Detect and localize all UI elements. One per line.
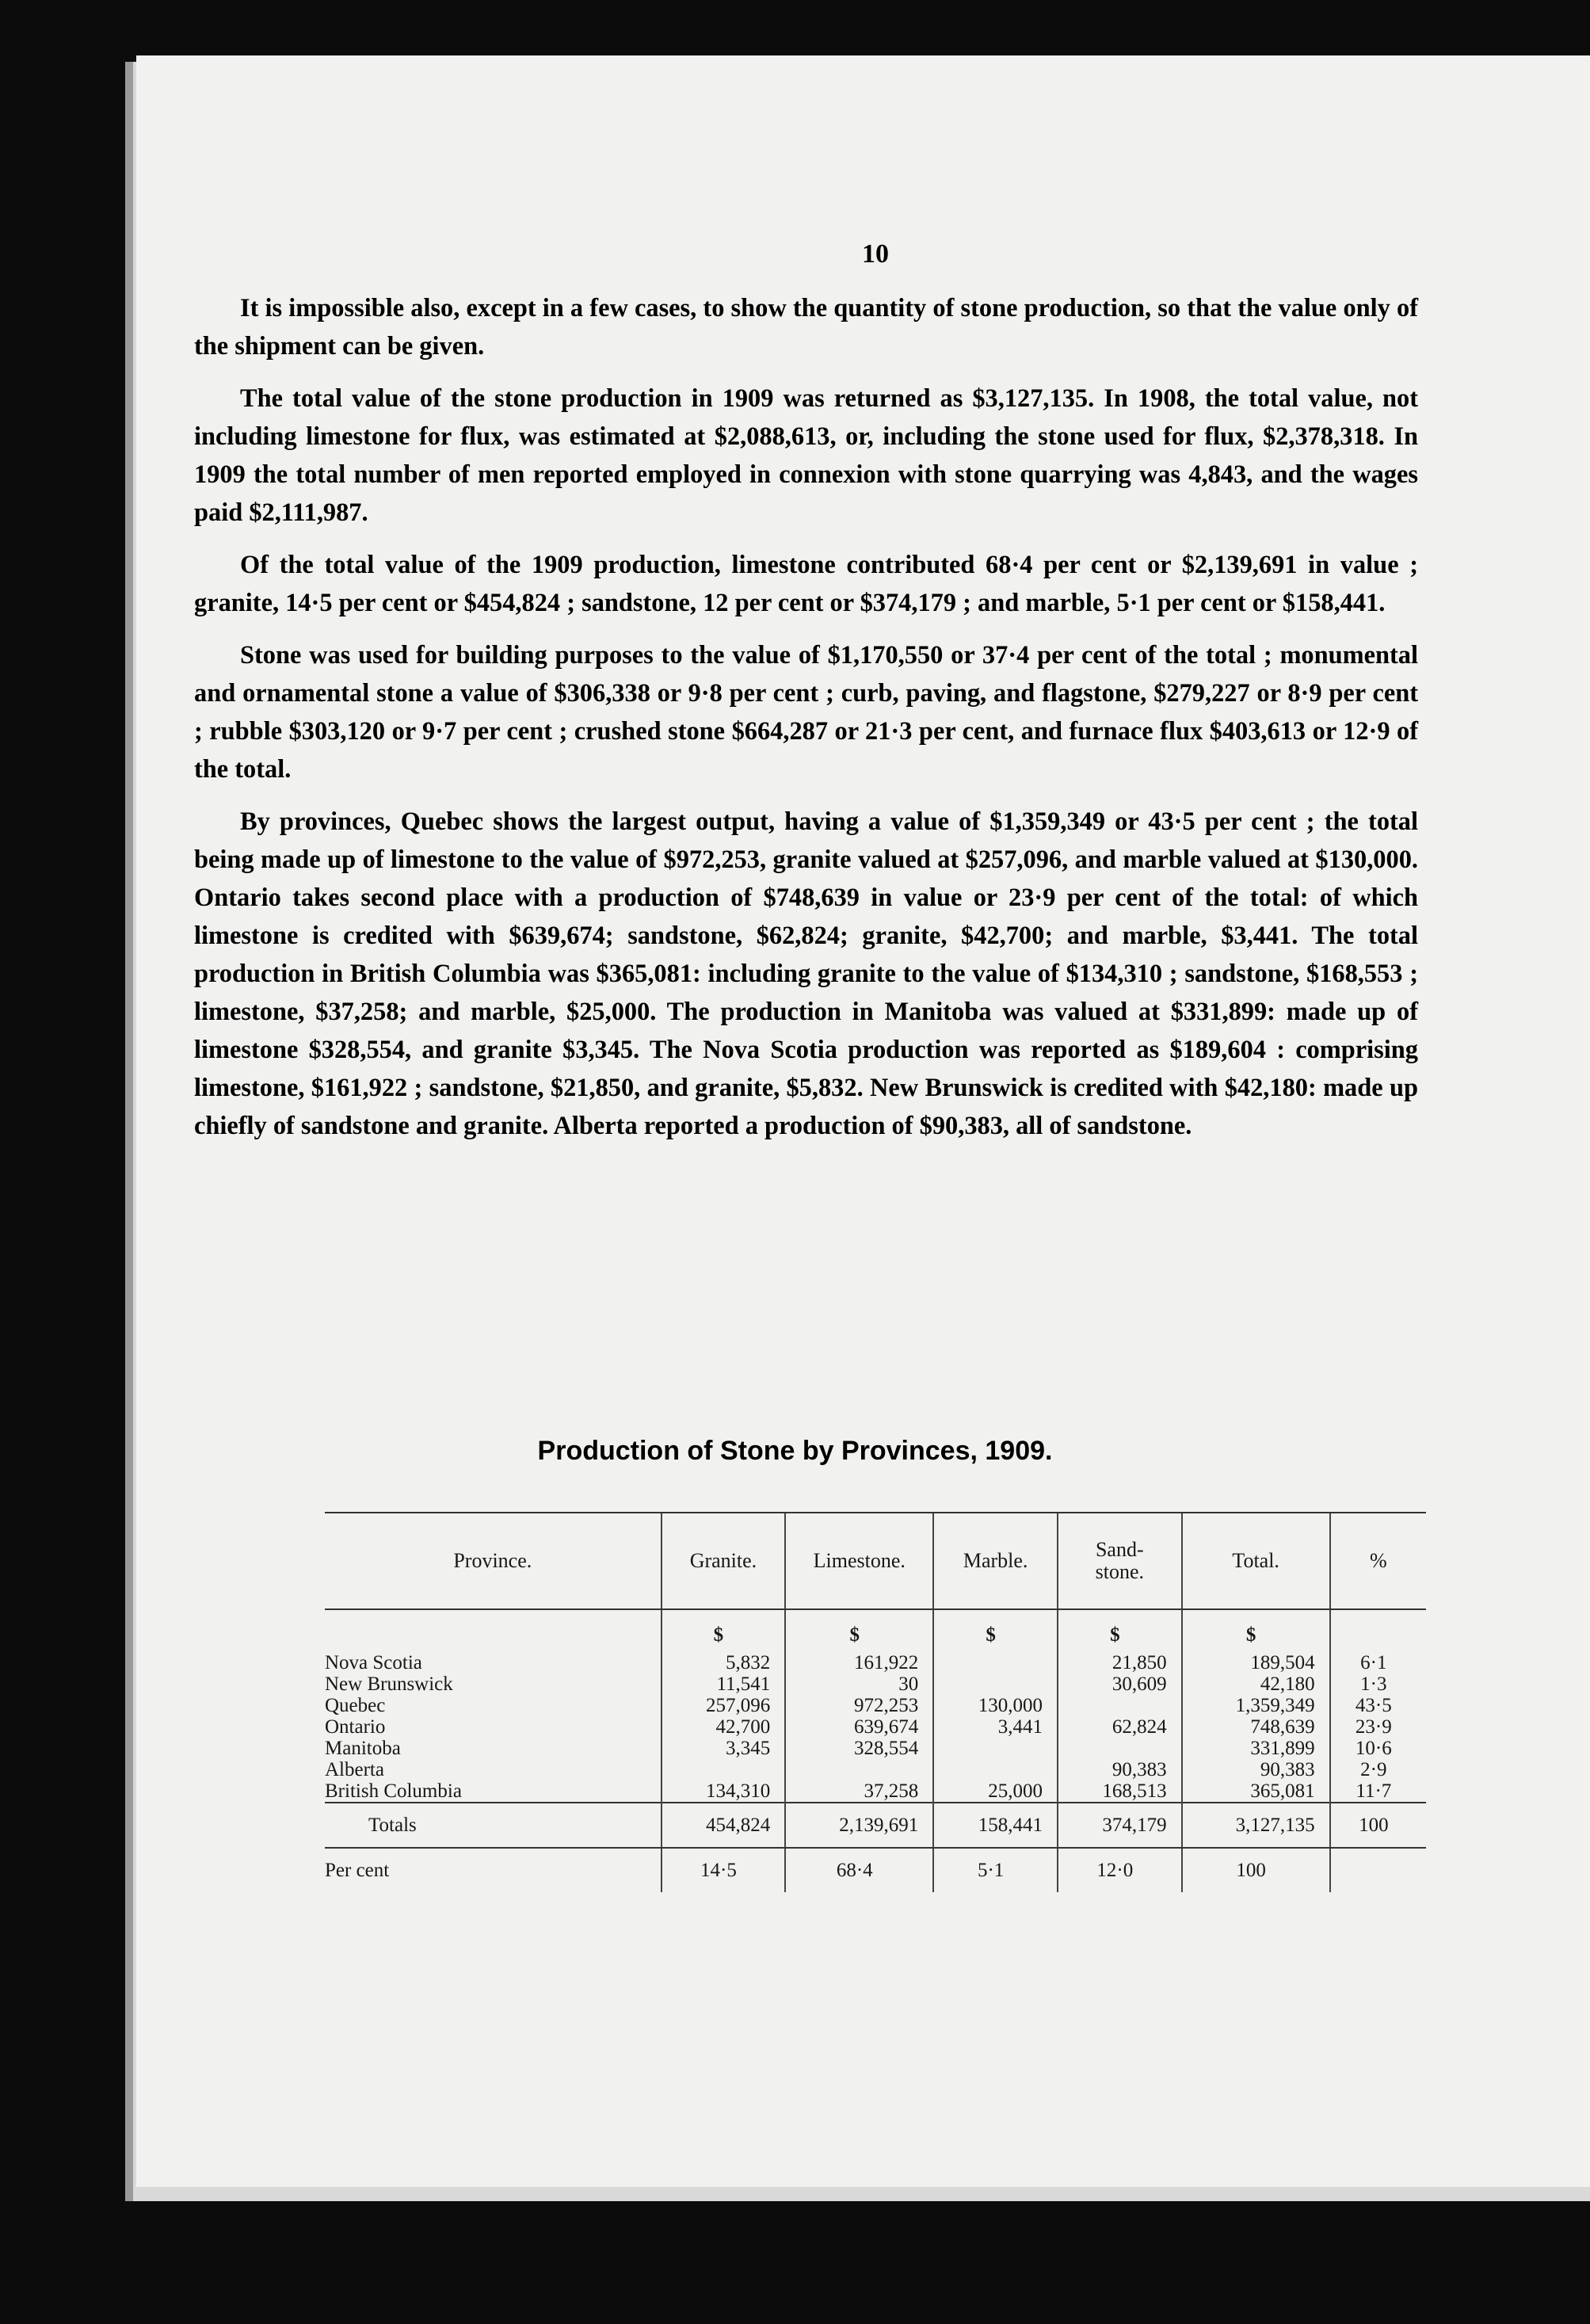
- totals-cell: 158,441: [933, 1803, 1058, 1848]
- value-cell: 189,504: [1182, 1652, 1330, 1673]
- value-cell: 62,824: [1058, 1716, 1182, 1738]
- value-cell: 1·3: [1330, 1673, 1426, 1695]
- header-limestone: Limestone.: [785, 1513, 933, 1609]
- value-cell: 257,096: [662, 1695, 786, 1716]
- value-cell: 37,258: [785, 1780, 933, 1803]
- paragraph: Of the total value of the 1909 production, limestone contributed 68·4 per cent or $2,139,691 in value ; granite, 14·5 per cent or $454,824 ; sandstone, 12 per cent or $374,179 ; and marble, 5·1 per cent or $158,441.: [194, 551, 1418, 617]
- value-cell: 2·9: [1330, 1759, 1426, 1780]
- value-cell: [933, 1738, 1058, 1759]
- province-name: Alberta: [325, 1759, 384, 1780]
- value-cell: 748,639: [1182, 1716, 1330, 1738]
- value-cell: 365,081: [1182, 1780, 1330, 1803]
- province-name: Ontario: [325, 1716, 386, 1738]
- table-row: [325, 1738, 1426, 1759]
- units-row: [325, 1609, 1426, 1652]
- value-cell: 23·9: [1330, 1716, 1426, 1738]
- value-cell: 21,850: [1058, 1652, 1182, 1673]
- value-cell: 43·5: [1330, 1695, 1426, 1716]
- value-cell: 972,253: [785, 1695, 933, 1716]
- percent-cell: 5·1: [933, 1848, 1058, 1892]
- value-cell: 328,554: [785, 1738, 933, 1759]
- body-text: [194, 289, 1418, 1159]
- value-cell: [785, 1759, 933, 1780]
- table-row: [325, 1695, 1426, 1716]
- unit-cell: $: [1058, 1609, 1182, 1652]
- paragraph: By provinces, Quebec shows the largest output, having a value of $1,359,349 or 43·5 per cent ; the total being made up of limestone to the value of $972,253, granite valued at $257,096, and marble valued at $130,000. Ontario takes second place with a production of $748,639 in value or 23·9 per cent of the total: of which limestone is credited with $639,674; sandstone, $62,824; granite, $42,700; and marble, $3,441. The total production in British Columbia was $365,081: including granite to the value of $134,310 ; sandstone, $168,553 ; limestone, $37,258; and marble, $25,000. The production in Manitoba was valued at $331,899: made up of limestone $328,554, and granite $3,345. The Nova Scotia production was reported as $189,604 : comprising limestone, $161,922 ; sandstone, $21,850, and granite, $5,832. New Brunswick is credited with $42,180: made up chiefly of sandstone and granite. Alberta reported a production of $90,383, all of sandstone.: [194, 807, 1418, 1140]
- header-marble: Marble.: [933, 1513, 1058, 1609]
- table-row: [325, 1716, 1426, 1738]
- totals-row: [325, 1803, 1426, 1848]
- percent-cell: 68·4: [785, 1848, 933, 1892]
- unit-cell: $: [662, 1609, 786, 1652]
- paragraph: Stone was used for building purposes to the value of $1,170,550 or 37·4 per cent of the total ; monumental and ornamental stone a value of $306,338 or 9·8 per cent ; curb, paving, and flagstone, $279,227 or 8·9 per cent ; rubble $303,120 or 9·7 per cent ; crushed stone $664,287 or 21·3 per cent, and furnace flux $403,613 or 12·9 of the total.: [194, 641, 1418, 784]
- province-name: Manitoba: [325, 1738, 401, 1759]
- totals-label: Totals: [325, 1803, 662, 1848]
- header-granite: Granite.: [662, 1513, 786, 1609]
- paragraph: The total value of the stone production in 1909 was returned as $3,127,135. In 1908, the total value, not including limestone for flux, was estimated at $2,088,613, or, including the stone used for flux, $2,378,318. In 1909 the total number of men reported employed in connexion with stone quarrying was 4,843, and the wages paid $2,111,987.: [194, 384, 1418, 527]
- province-name: Quebec: [325, 1695, 386, 1716]
- value-cell: 130,000: [933, 1695, 1058, 1716]
- province-name: Nova Scotia: [325, 1652, 422, 1673]
- percent-cell: 12·0: [1058, 1848, 1182, 1892]
- value-cell: 10·6: [1330, 1738, 1426, 1759]
- value-cell: [933, 1759, 1058, 1780]
- table-header-row: [325, 1513, 1426, 1609]
- unit-cell: $: [1182, 1609, 1330, 1652]
- header-total: Total.: [1182, 1513, 1330, 1609]
- value-cell: 3,441: [933, 1716, 1058, 1738]
- value-cell: 25,000: [933, 1780, 1058, 1803]
- totals-cell: 100: [1330, 1803, 1426, 1848]
- percent-cell: 14·5: [662, 1848, 786, 1892]
- value-cell: 161,922: [785, 1652, 933, 1673]
- value-cell: 90,383: [1058, 1759, 1182, 1780]
- value-cell: [662, 1759, 786, 1780]
- value-cell: 11,541: [662, 1673, 786, 1695]
- unit-cell: $: [785, 1609, 933, 1652]
- value-cell: 1,359,349: [1182, 1695, 1330, 1716]
- province-name: New Brunswick: [325, 1673, 453, 1695]
- page-number: 10: [862, 239, 889, 269]
- value-cell: [933, 1673, 1058, 1695]
- table-row: [325, 1780, 1426, 1803]
- value-cell: 11·7: [1330, 1780, 1426, 1803]
- value-cell: 168,513: [1058, 1780, 1182, 1803]
- table-row: [325, 1652, 1426, 1673]
- unit-cell: [1330, 1609, 1426, 1652]
- paragraph: It is impossible also, except in a few cases, to show the quantity of stone production, so that the value only of the shipment can be given.: [194, 294, 1418, 361]
- stone-production-table: [325, 1512, 1426, 1892]
- value-cell: 42,180: [1182, 1673, 1330, 1695]
- percent-cell: [1330, 1848, 1426, 1892]
- value-cell: 30: [785, 1673, 933, 1695]
- value-cell: 90,383: [1182, 1759, 1330, 1780]
- value-cell: 30,609: [1058, 1673, 1182, 1695]
- percent-cell: 100: [1182, 1848, 1330, 1892]
- percent-label: Per cent: [325, 1860, 390, 1881]
- unit-cell: [325, 1609, 662, 1652]
- value-cell: 3,345: [662, 1738, 786, 1759]
- value-cell: [1058, 1738, 1182, 1759]
- unit-cell: $: [933, 1609, 1058, 1652]
- value-cell: 42,700: [662, 1716, 786, 1738]
- header-province: Province.: [325, 1513, 662, 1609]
- value-cell: 6·1: [1330, 1652, 1426, 1673]
- totals-cell: 2,139,691: [785, 1803, 933, 1848]
- totals-cell: 374,179: [1058, 1803, 1182, 1848]
- header-sandstone: Sand- stone.: [1058, 1513, 1182, 1609]
- header-percent: %: [1330, 1513, 1426, 1609]
- table-row: [325, 1759, 1426, 1780]
- totals-cell: 3,127,135: [1182, 1803, 1330, 1848]
- totals-cell: 454,824: [662, 1803, 786, 1848]
- value-cell: 639,674: [785, 1716, 933, 1738]
- table-row: [325, 1673, 1426, 1695]
- percent-row: [325, 1848, 1426, 1892]
- value-cell: 5,832: [662, 1652, 786, 1673]
- table-title: Production of Stone by Provinces, 1909.: [537, 1436, 1053, 1466]
- value-cell: 134,310: [662, 1780, 786, 1803]
- value-cell: [933, 1652, 1058, 1673]
- value-cell: 331,899: [1182, 1738, 1330, 1759]
- value-cell: [1058, 1695, 1182, 1716]
- province-name: British Columbia: [325, 1780, 462, 1802]
